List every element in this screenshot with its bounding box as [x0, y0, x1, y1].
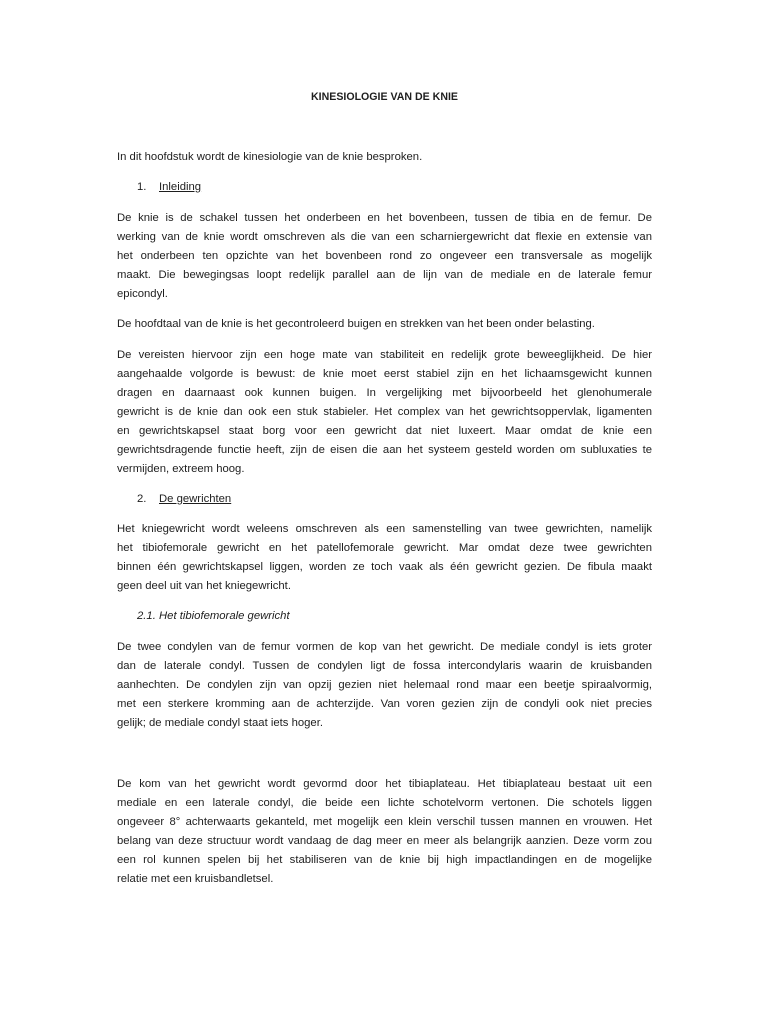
- paragraph-line: Het kniegewricht wordt weleens omschreven als een samenstelling van twee gewrichten, namelijk: [117, 523, 652, 535]
- paragraph-condylen: [117, 638, 652, 733]
- paragraph-line: ongeveer 8° achterwaarts gekanteld, met mogelijk een klein verschil tussen mannen en vrouwen. Het: [117, 816, 652, 828]
- paragraph-line: De vereisten hiervoor zijn een hoge mate van stabiliteit en redelijk grote beweeglijkheid. De hier: [117, 349, 652, 361]
- paragraph-kniegewricht: [117, 520, 652, 596]
- paragraph-line: en gewrichtskapsel staat borg voor een gewricht dat niet luxeert. Maar omdat de knie een: [117, 425, 652, 437]
- paragraph-line: vermijden, extreem hoog.: [117, 463, 245, 475]
- heading-inleiding: [117, 178, 652, 197]
- paragraph-knie-schakel: [117, 209, 652, 304]
- paragraph-line: De knie is de schakel tussen het onderbeen en het bovenbeen, tussen de tibia en de femur. De: [117, 212, 652, 224]
- paragraph-line: De twee condylen van de femur vormen de kop van het gewricht. De mediale condyl is iets groter: [117, 641, 652, 653]
- paragraph-line: De hoofdtaal van de knie is het gecontroleerd buigen en strekken van het been onder belasting.: [117, 318, 595, 330]
- paragraph-line: belang van deze structuur wordt vandaag de dag meer en meer als belangrijk aanzien. Deze vorm zou: [117, 835, 652, 847]
- paragraph-line: gewrichtsdragende functie heeft, zijn de eisen die aan het systeem gesteld worden om subluxaties te: [117, 444, 652, 456]
- heading-label: De gewrichten: [159, 493, 232, 505]
- paragraph-vereisten: [117, 346, 652, 479]
- paragraph-line: gelijk; de mediale condyl staat iets hoger.: [117, 717, 323, 729]
- subheading-label: Het tibiofemorale gewricht: [159, 610, 290, 622]
- paragraph-line: het tibiofemorale gewricht en het patellofemorale gewricht. Mar omdat deze twee gewrichten: [117, 542, 652, 554]
- paragraph-tibiaplateau: [117, 775, 652, 889]
- document-title: KINESIOLOGIE VAN DE KNIE: [311, 91, 458, 103]
- heading-label: Inleiding: [159, 181, 202, 193]
- paragraph-line: maakt. Die bewegingsas loopt redelijk parallel aan de lijn van de mediale en de laterale femur: [117, 269, 652, 281]
- paragraph-line: aanhechten. De condylen zijn van opzij gezien niet helemaal rond maar een beetje spiraalvormig,: [117, 679, 652, 691]
- paragraph-line: relatie met een kruisbandletsel.: [117, 873, 274, 885]
- paragraph-line: binnen één gewrichtskapsel liggen, worden ze toch vaak als één gewricht gezien. De fibula maakt: [117, 561, 652, 573]
- paragraph-line: epicondyl.: [117, 288, 168, 300]
- paragraph-line: werking van de knie wordt omschreven als die van een scharniergewricht dat flexie en extensie van: [117, 231, 652, 243]
- document-page: [117, 88, 652, 889]
- heading-number: 2.: [137, 493, 147, 505]
- paragraph-line: gewricht is de knie dan ook een stuk stabieler. Het complex van het gewrichtsoppervlak, ligamenten: [117, 406, 652, 418]
- subheading-tibiofemorale: [117, 607, 652, 626]
- paragraph-line: dan de laterale condyl. Tussen de condylen ligt de fossa intercondylaris waarin de kruisbanden: [117, 660, 652, 672]
- paragraph-line: het onderbeen ten opzichte van het bovenbeen rond zo ongeveer een transversale as mogelijk: [117, 250, 652, 262]
- intro-paragraph: [117, 148, 652, 167]
- paragraph-line: aangehaalde volgorde is bewust: de knie moet eerst stabiel zijn en het lichaamsgewicht kunnen: [117, 368, 652, 380]
- heading-number: 1.: [137, 181, 147, 193]
- paragraph-line: dragen en daarnaast ook kunnen buigen. In vergelijking met bijvoorbeeld het glenohumerale: [117, 387, 652, 399]
- intro-line: In dit hoofdstuk wordt de kinesiologie van de knie besproken.: [117, 151, 423, 163]
- subheading-number: 2.1.: [137, 610, 156, 622]
- paragraph-line: mediale en een laterale condyl, die beide een lichte schotelvorm vertonen. Die schotels liggen: [117, 797, 652, 809]
- paragraph-line: geen deel uit van het kniegewricht.: [117, 580, 291, 592]
- paragraph-line: De kom van het gewricht wordt gevormd door het tibiaplateau. Het tibiaplateau bestaat uit een: [117, 778, 652, 790]
- paragraph-line: een rol kunnen spelen bij het stabiliseren van de knie bij high impactlandingen en de mogelijke: [117, 854, 652, 866]
- paragraph-hoofdtaal: [117, 315, 652, 334]
- heading-gewrichten: [117, 490, 652, 509]
- paragraph-line: met een sterkere kromming aan de achterzijde. Van voren gezien zijn de condyli ook niet precies: [117, 698, 652, 710]
